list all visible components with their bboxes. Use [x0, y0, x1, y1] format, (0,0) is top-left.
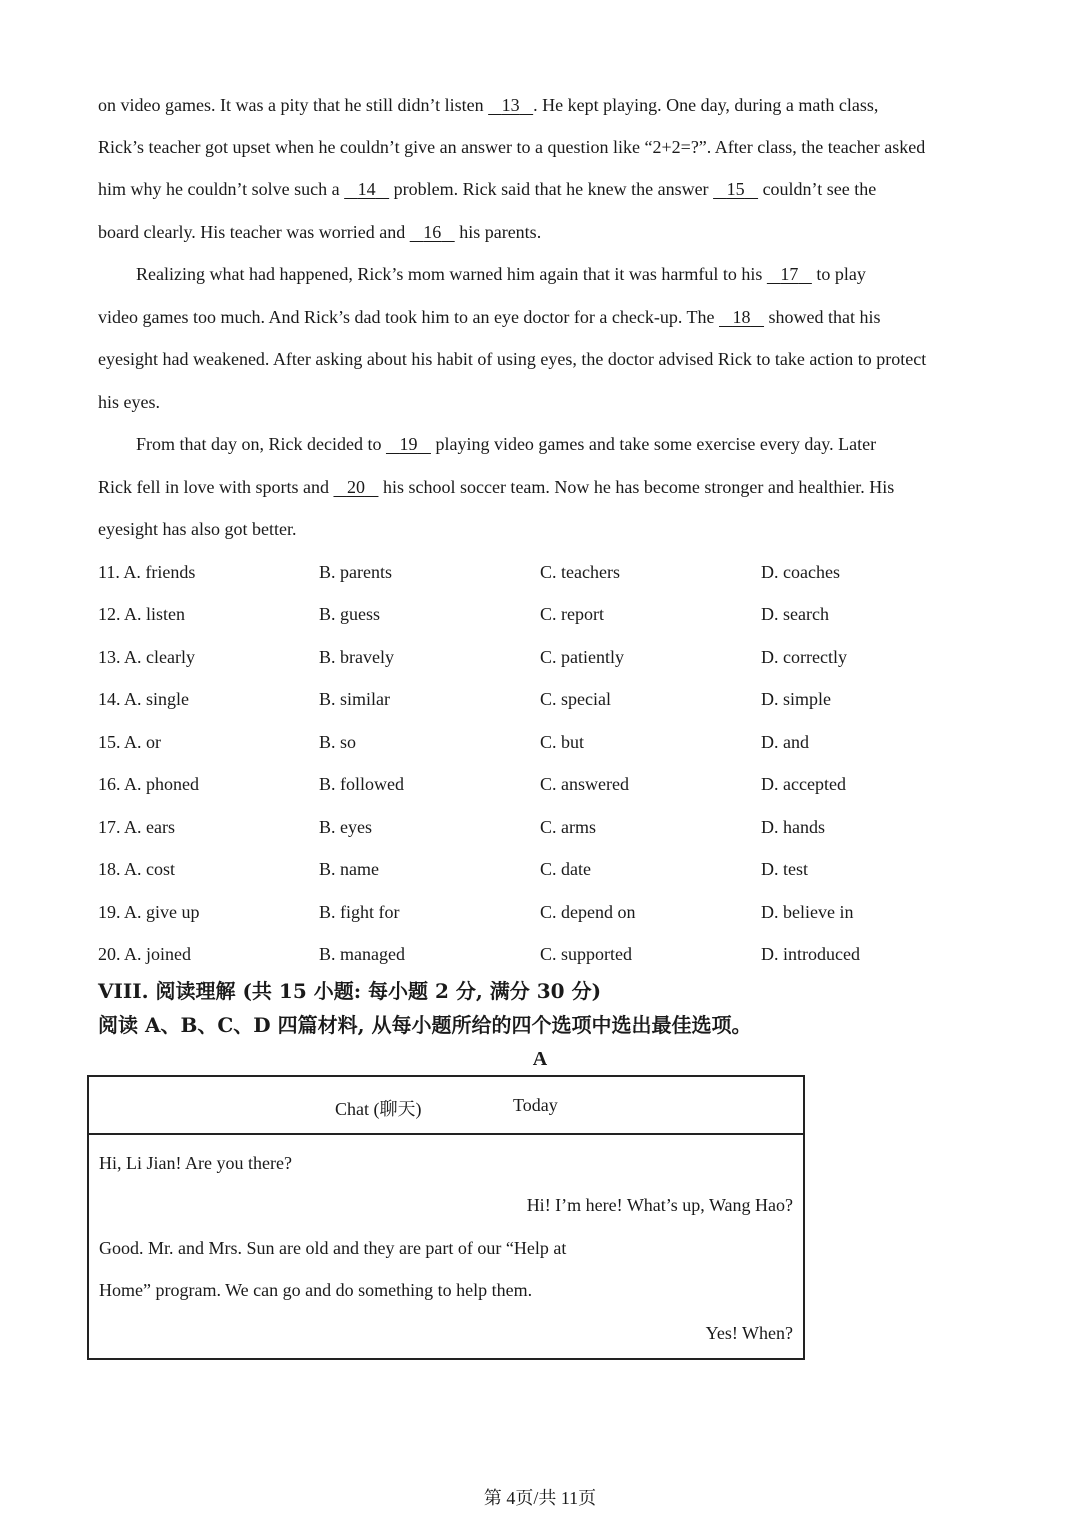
option-c: C. arms: [540, 817, 596, 837]
option-b: B. guess: [319, 604, 381, 624]
passage-line: From that day on, Rick decided to 19 playing video games and take some exercise every day. Later: [136, 434, 877, 454]
option-d: D. search: [761, 604, 829, 624]
option-a: 18. A. cost: [98, 859, 176, 879]
option-b: B. managed: [319, 944, 405, 964]
option-b: B. parents: [319, 562, 392, 582]
chat-message: Hi, Li Jian! Are you there?: [99, 1153, 292, 1173]
option-row: [98, 772, 998, 796]
option-b: B. bravely: [319, 647, 394, 667]
option-row: [98, 857, 998, 881]
option-a: 15. A. or: [98, 732, 161, 752]
passage-label: A: [532, 1048, 548, 1070]
chat-message: Hi! I’m here! What’s up, Wang Hao?: [526, 1195, 793, 1215]
page-footer: 第 4页/共 11页: [483, 1488, 597, 1508]
option-c: C. report: [540, 604, 604, 624]
option-row: [98, 602, 998, 626]
option-d: D. accepted: [761, 774, 846, 794]
option-d: D. believe in: [761, 902, 854, 922]
option-a: 14. A. single: [98, 689, 190, 709]
option-d: D. and: [761, 732, 809, 752]
option-a: 11. A. friends: [98, 562, 196, 582]
option-row: [98, 687, 998, 711]
option-c: C. special: [540, 689, 611, 709]
blank-19: 19: [399, 434, 418, 454]
option-a: 20. A. joined: [98, 944, 191, 964]
option-row: [98, 815, 998, 839]
chat-date: Today: [513, 1095, 558, 1115]
section-title: VIII. 阅读理解 (共 15 小题: 每小题 2 分, 满分 30 分): [98, 979, 602, 1003]
passage-line: board clearly. His teacher was worried and 16 his parents.: [98, 222, 542, 242]
option-a: 17. A. ears: [98, 817, 175, 837]
passage-line: video games too much. And Rick’s dad took him to an eye doctor for a check-up. The 18 showed that his: [98, 307, 881, 327]
blank-13: 13: [501, 95, 520, 115]
option-d: D. introduced: [761, 944, 860, 964]
passage-line: him why he couldn’t solve such a 14 problem. Rick said that he knew the answer 15 couldn’t see the: [98, 179, 877, 199]
option-b: B. so: [319, 732, 357, 752]
chat-title: Chat (聊天): [335, 1099, 422, 1119]
option-row: [98, 900, 998, 924]
blank-15: 15: [726, 179, 745, 199]
option-d: D. hands: [761, 817, 825, 837]
option-row: [98, 942, 998, 966]
section-instruction: 阅读 A、B、C、D 四篇材料, 从每小题所给的四个选项中选出最佳选项。: [98, 1013, 752, 1037]
passage-line: Rick fell in love with sports and 20 his school soccer team. Now he has become stronger and healthier. His: [98, 477, 895, 497]
chat-header: [89, 1077, 803, 1135]
option-a: 13. A. clearly: [98, 647, 195, 667]
passage-line: on video games. It was a pity that he still didn’t listen 13 . He kept playing. One day, during a math class,: [98, 95, 879, 115]
passage-line: eyesight had weakened. After asking about his habit of using eyes, the doctor advised Rick to take action to protect: [98, 349, 927, 369]
option-a: 12. A. listen: [98, 604, 186, 624]
option-b: B. similar: [319, 689, 390, 709]
chat-message: Home” program. We can go and do something to help them.: [99, 1280, 533, 1300]
blank-17: 17: [780, 264, 799, 284]
option-row: [98, 645, 998, 669]
chat-message: Good. Mr. and Mrs. Sun are old and they are part of our “Help at: [99, 1238, 567, 1258]
option-b: B. eyes: [319, 817, 372, 837]
option-d: D. simple: [761, 689, 831, 709]
passage-line: Rick’s teacher got upset when he couldn’t give an answer to a question like “2+2=?”. After class, the teacher asked: [98, 137, 926, 157]
chat-box: [87, 1075, 805, 1360]
option-c: C. supported: [540, 944, 632, 964]
option-c: C. date: [540, 859, 591, 879]
chat-message: Yes! When?: [705, 1323, 793, 1343]
option-c: C. teachers: [540, 562, 620, 582]
blank-18: 18: [732, 307, 751, 327]
option-a: 16. A. phoned: [98, 774, 199, 794]
option-c: C. but: [540, 732, 585, 752]
passage-line: eyesight has also got better.: [98, 519, 297, 539]
option-b: B. name: [319, 859, 379, 879]
passage-line: Realizing what had happened, Rick’s mom warned him again that it was harmful to his 17 to play: [136, 264, 866, 284]
option-b: B. followed: [319, 774, 404, 794]
option-a: 19. A. give up: [98, 902, 200, 922]
blank-16: 16: [423, 222, 442, 242]
option-c: C. depend on: [540, 902, 636, 922]
option-b: B. fight for: [319, 902, 400, 922]
option-d: D. test: [761, 859, 808, 879]
option-d: D. correctly: [761, 647, 847, 667]
option-c: C. patiently: [540, 647, 624, 667]
blank-20: 20: [346, 477, 365, 497]
option-c: C. answered: [540, 774, 629, 794]
option-row: [98, 730, 998, 754]
option-row: [98, 560, 998, 584]
option-d: D. coaches: [761, 562, 840, 582]
blank-14: 14: [357, 179, 376, 199]
passage-line: his eyes.: [98, 392, 160, 412]
